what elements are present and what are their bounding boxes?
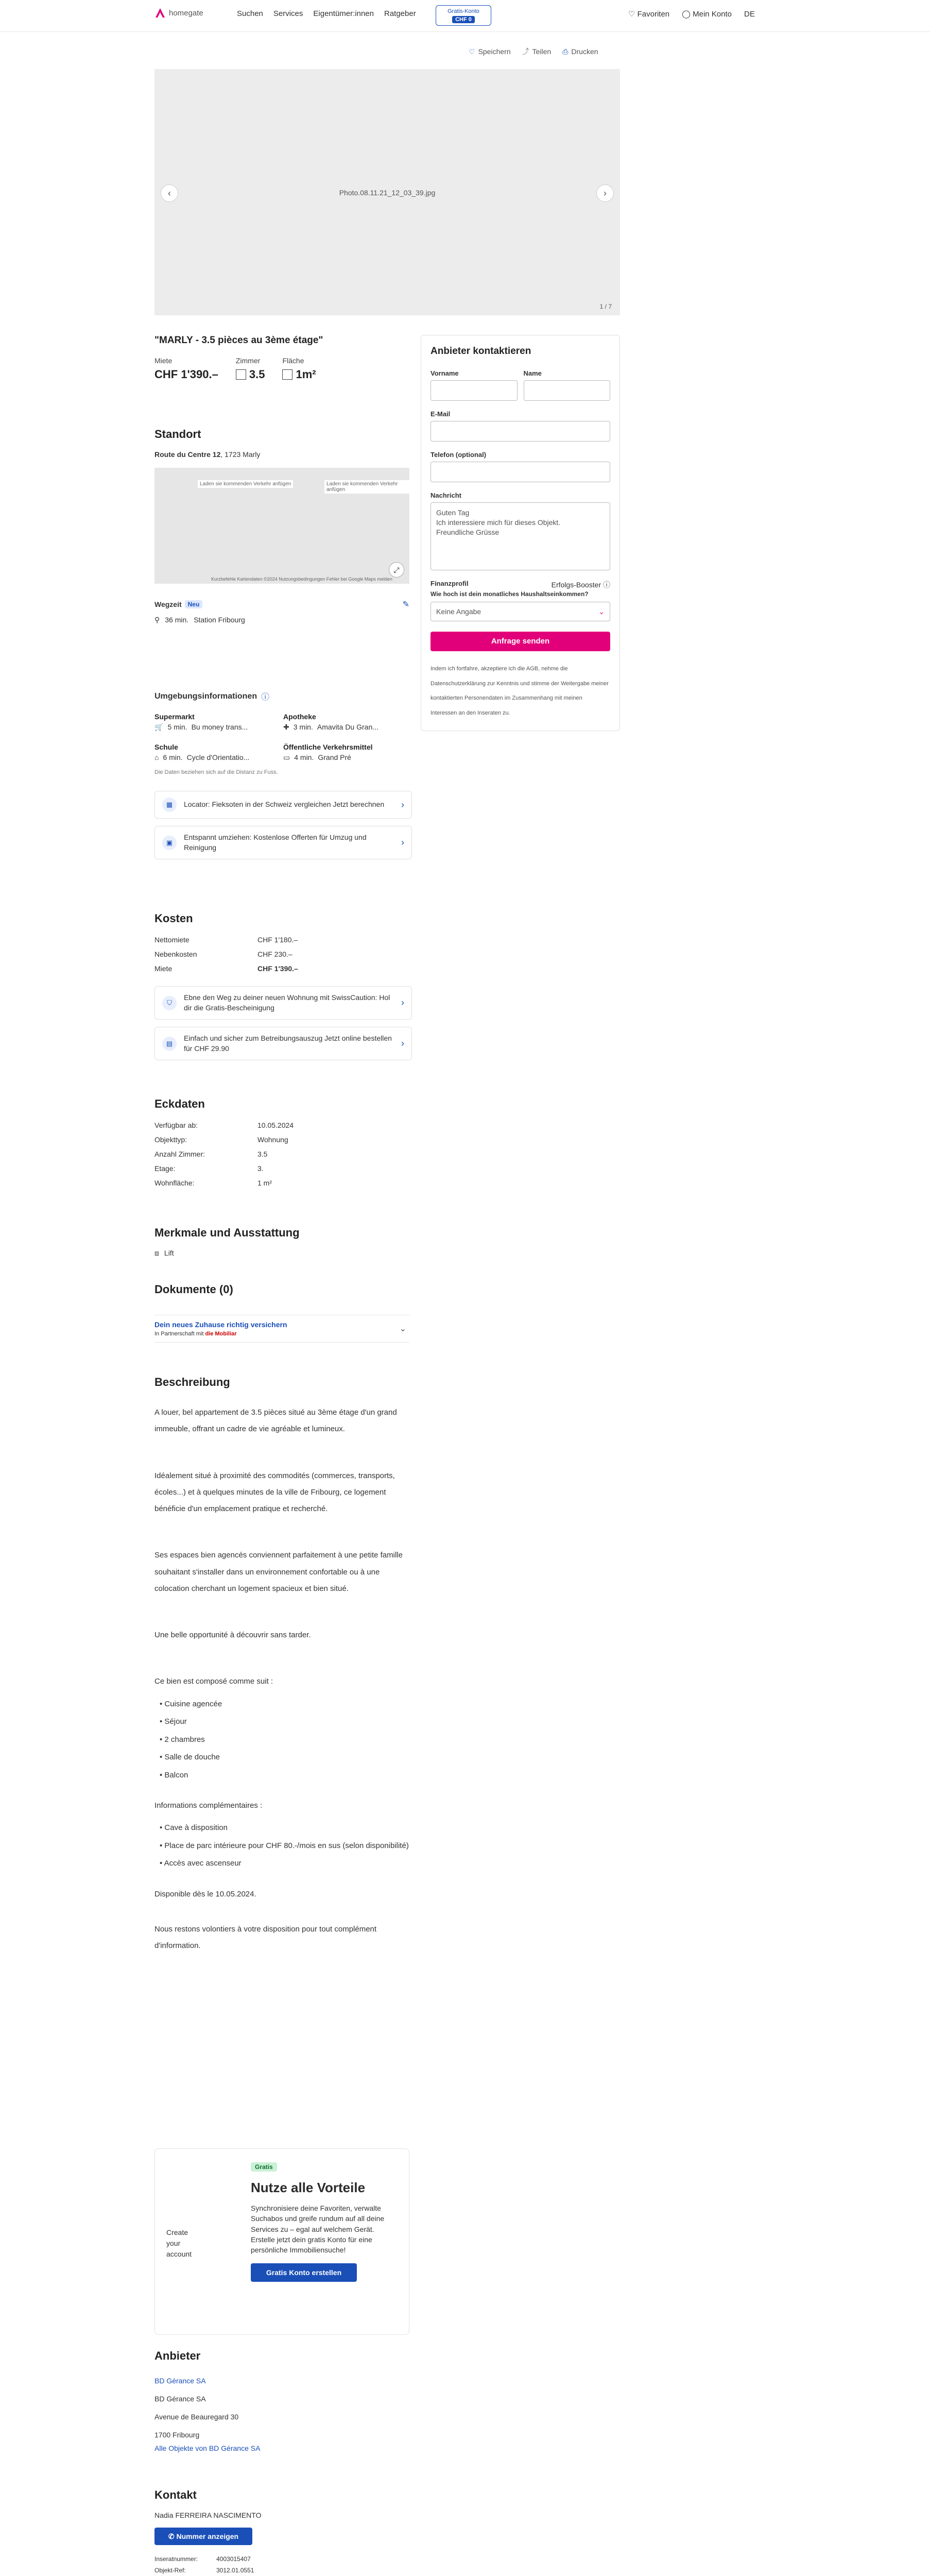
heart-icon: ♡ [469, 47, 475, 56]
poi-distance: 5 min. [167, 723, 187, 731]
promo-title: Gratis-Konto [447, 8, 479, 14]
gallery-next-button[interactable]: › [596, 184, 614, 202]
address-city: , 1723 Marly [220, 450, 261, 459]
provider-street: Avenue de Beauregard 30 [154, 2413, 239, 2421]
description-list [160, 1696, 412, 1785]
costs-table [154, 936, 412, 973]
income-select[interactable] [430, 602, 610, 621]
first-name-label: Vorname [430, 369, 459, 377]
bus-icon: ▭ [283, 753, 290, 761]
provider-section [154, 2349, 412, 2453]
poi-transit [283, 743, 412, 762]
save-button[interactable] [469, 46, 511, 57]
show-number-label: Nummer anzeigen [176, 2532, 239, 2540]
poi-name: Amavita Du Gran... [317, 723, 378, 731]
account-promo-card [154, 2148, 409, 2335]
surroundings-section [154, 690, 412, 859]
debt-extract-card[interactable] [154, 1027, 412, 1060]
objekt-value: 3012.01.0551 [216, 2567, 254, 2574]
moving-card-text: Entspannt umziehen: Kostenlose Offerten für Umzug und Reinigung [184, 833, 367, 852]
location-heading: Standort [154, 428, 201, 440]
listing-title: "MARLY - 3.5 pièces au 3ème étage" [154, 335, 323, 346]
rent-fact [154, 357, 218, 381]
elevator-icon: ⧈ [154, 1249, 159, 1257]
account-label: Mein Konto [693, 10, 732, 19]
poi-title: Supermarkt [154, 713, 195, 721]
poi-distance: 3 min. [293, 723, 313, 731]
address [154, 450, 412, 459]
send-request-button[interactable]: Anfrage senden [430, 632, 610, 651]
moving-card[interactable] [154, 826, 412, 859]
insurance-sub: In Partnerschaft mit [154, 1331, 204, 1337]
favorites-label: Favoriten [637, 10, 670, 19]
booster-link[interactable] [552, 580, 610, 590]
poi-distance: 4 min. [294, 753, 314, 761]
all-objects-link[interactable]: Alle Objekte von BD Gérance SA [154, 2444, 261, 2452]
map-footer: Kurzbefehle Kartendaten ©2024 Nutzungsbedingungen Fehler bei Google Maps melden [211, 577, 392, 582]
free-account-promo[interactable] [436, 5, 491, 26]
income-value: Keine Angabe [436, 607, 481, 616]
save-label: Speichern [478, 47, 511, 56]
main-nav [237, 9, 416, 18]
list-item: • Cave à disposition [160, 1819, 412, 1837]
debt-extract-text: Einfach und sicher zum Betreibungsauszug Jetzt online bestellen für CHF 29.90 [184, 1034, 392, 1053]
email-input[interactable] [430, 421, 610, 442]
details-section [154, 1097, 412, 1187]
site-header [0, 0, 930, 32]
gallery-caption: Photo.08.11.21_12_03_39.jpg [339, 189, 436, 197]
language-select[interactable]: DE [744, 9, 755, 19]
documents-section [154, 1283, 412, 1343]
costs-section [154, 912, 412, 1060]
poi-name: Grand Pré [318, 753, 351, 761]
walk-time-heading: Wegzeit [154, 600, 182, 608]
poi-title: Apotheke [283, 713, 316, 721]
list-item: • 2 chambres [160, 1731, 412, 1749]
description-paragraph: Ses espaces bien agencés conviennent parfaitement à une petite famille souhaitant s'installer dans un environnement confortable ou à une colocation cherchant un logement spacieux et bien situé. [154, 1551, 403, 1593]
shield-icon: ⛉ [162, 996, 177, 1010]
nav-eigentuemer[interactable]: Eigentümer:innen [313, 9, 374, 18]
map-expand-icon[interactable]: ⤢ [389, 562, 404, 578]
map[interactable] [154, 468, 409, 584]
poi-note: Die Daten beziehen sich auf die Distanz zu Fuss. [154, 769, 278, 775]
detail-key: Verfügbar ab: [154, 1121, 198, 1129]
account-promo [154, 2148, 412, 2335]
detail-key: Anzahl Zimmer: [154, 1150, 205, 1158]
detail-key: Etage: [154, 1164, 176, 1173]
swisscaution-text: Ebne den Weg zu deiner neuen Wohnung mit SwissCaution: Hol dir die Gratis-Bescheinigung [184, 993, 390, 1012]
detail-value: 3.5 [257, 1150, 268, 1158]
image-gallery[interactable] [154, 69, 620, 315]
poi-distance: 6 min. [163, 753, 183, 761]
last-name-input[interactable] [524, 380, 611, 401]
poi-title: Schule [154, 743, 178, 751]
favorites-link[interactable]: ♡ Favoriten [628, 10, 670, 19]
promo-free-badge: Gratis [251, 2162, 277, 2172]
info-icon[interactable]: ⓘ [261, 693, 270, 702]
contact-form [421, 335, 620, 731]
area-value: 1m² [296, 368, 316, 381]
message-textarea[interactable]: Guten Tag Ich interessiere mich für dieses Objekt. Freundliche Grüsse [430, 502, 610, 570]
share-button[interactable] [522, 46, 552, 57]
chevron-down-icon: ⌄ [399, 1325, 406, 1333]
info-icon: ⓘ [603, 581, 610, 589]
detail-value: Wohnung [257, 1136, 288, 1144]
rent-value: CHF 1'390.– [154, 368, 218, 381]
nav-suchen[interactable]: Suchen [237, 9, 263, 18]
promo-side-text: Create your account [166, 2228, 192, 2258]
description-section [154, 1376, 412, 1972]
first-name-input[interactable] [430, 380, 518, 401]
booster-label: Erfolgs-Booster [551, 581, 601, 589]
feature-item [154, 1249, 412, 1258]
contact-form-heading: Anbieter kontaktieren [430, 346, 531, 357]
poi-school [154, 743, 283, 762]
insurance-title: Dein neues Zuhause richtig versichern [154, 1320, 287, 1329]
inserat-value: 4003015407 [216, 2555, 251, 2563]
poi-name: Cycle d'Orientatio... [186, 753, 250, 761]
chevron-right-icon: › [401, 837, 404, 848]
chevron-right-icon: › [401, 799, 404, 810]
provider-heading: Anbieter [154, 2349, 201, 2362]
nav-services[interactable]: Services [273, 9, 303, 18]
objekt-label: Objekt-Ref: [154, 2567, 186, 2574]
email-label: E-Mail [430, 410, 451, 418]
detail-value: 10.05.2024 [257, 1121, 294, 1129]
description-paragraph: A louer, bel appartement de 3.5 pièces situé au 3ème étage d'un grand immeuble, offrant un cadre de vie agréable et lumineux. [154, 1408, 397, 1434]
poi-pharmacy [283, 713, 412, 732]
rent-label: Miete [154, 357, 173, 365]
detail-value: 3. [257, 1164, 264, 1173]
key-facts [154, 357, 412, 381]
logo[interactable] [154, 7, 203, 19]
provider-name: BD Gérance SA [154, 2395, 206, 2403]
insurance-banner[interactable] [154, 1315, 409, 1343]
provider-city: 1700 Fribourg [154, 2431, 200, 2439]
gallery-prev-button[interactable]: ‹ [161, 184, 178, 202]
income-label: Wie hoch ist dein monatliches Haushaltseinkommen? [430, 590, 589, 598]
poi-grid [154, 713, 412, 762]
edit-icon[interactable]: ✎ [402, 600, 409, 609]
area-label: Fläche [282, 357, 304, 365]
documents-heading: Dokumente (0) [154, 1283, 233, 1296]
list-item: • Balcon [160, 1767, 412, 1785]
poi-name: Bu money trans... [191, 723, 248, 731]
description-paragraph: Informations complémentaires : [154, 1801, 263, 1810]
inserat-label: Inseratnummer: [154, 2555, 198, 2563]
contact-person-section [154, 2488, 412, 2574]
promo-title: Nutze alle Vorteile [251, 2180, 366, 2195]
cost-key: Nebenkosten [154, 950, 197, 958]
listing-summary [154, 335, 412, 381]
print-label: Drucken [571, 47, 598, 56]
description-paragraph: Nous restons volontiers à votre disposition pour tout complément d'information. [154, 1925, 377, 1951]
chevron-right-icon: › [401, 1038, 404, 1049]
print-icon: ⎙ [562, 47, 569, 56]
listing-actions [469, 46, 598, 57]
feature-label: Lift [164, 1249, 174, 1257]
share-icon: ⤴ [522, 47, 529, 56]
last-name-label: Name [523, 369, 542, 377]
rooms-label: Zimmer [235, 357, 261, 365]
map-traffic-tag-1: Laden sie kommenden Verkehr anfügen [198, 480, 293, 488]
truck-icon: ▣ [162, 836, 177, 850]
cost-value: CHF 1'180.– [257, 936, 298, 944]
header-actions [628, 9, 755, 19]
contact-name: Nadia FERREIRA NASCIMENTO [154, 2511, 262, 2519]
walk-icon: ⚲ [154, 616, 160, 624]
location-section [154, 428, 412, 624]
list-item: • Accès avec ascenseur [160, 1855, 412, 1873]
document-icon: ▤ [162, 1037, 177, 1051]
details-table [154, 1121, 412, 1187]
calculator-icon: ▦ [162, 798, 177, 812]
list-item: • Séjour [160, 1713, 412, 1731]
list-item: • Place de parc intérieure pour CHF 80.-/mois en sus (selon disponibilité) [160, 1837, 412, 1855]
provider-name-link[interactable]: BD Gérance SA [154, 2377, 206, 2385]
detail-key: Wohnfläche: [154, 1179, 195, 1187]
area-fact [282, 357, 316, 381]
contact-heading: Kontakt [154, 2488, 197, 2501]
chevron-down-icon: ⌄ [598, 607, 605, 616]
rooms-fact [236, 357, 265, 381]
list-item: • Cuisine agencée [160, 1696, 412, 1714]
phone-input[interactable] [430, 462, 610, 482]
description-paragraph: Ce bien est composé comme suit : [154, 1677, 273, 1686]
area-icon [282, 369, 292, 380]
gallery-counter: 1 / 7 [599, 303, 612, 310]
finance-heading: Finanzprofil [430, 580, 469, 587]
create-account-button[interactable]: Gratis Konto erstellen [251, 2263, 357, 2282]
cost-value: CHF 230.– [257, 950, 292, 958]
rooms-icon [236, 369, 246, 380]
features-heading: Merkmale und Ausstattung [154, 1226, 300, 1239]
detail-value: 1 m² [257, 1179, 272, 1187]
walk-destination: Station Fribourg [194, 616, 245, 624]
homegate-logo-icon [154, 7, 166, 19]
new-badge: Neu [185, 600, 203, 608]
description-list [160, 1819, 412, 1873]
locator-card[interactable] [154, 791, 412, 819]
detail-key: Objekttyp: [154, 1136, 187, 1144]
nav-ratgeber[interactable]: Ratgeber [384, 9, 416, 18]
walk-time-row [154, 616, 412, 624]
message-label: Nachricht [430, 492, 461, 499]
cost-key: Nettomiete [154, 936, 190, 944]
school-icon: ⌂ [154, 753, 159, 761]
pharmacy-icon: ✚ [283, 723, 289, 731]
address-street: Route du Centre 12 [154, 450, 221, 459]
mobiliar-logo: die Mobiliar [205, 1331, 237, 1337]
promo-badge: CHF 0 [452, 16, 475, 23]
walk-time: 36 min. [165, 616, 189, 624]
phone-label: Telefon (optional) [430, 451, 487, 459]
logo-text: homegate [169, 8, 203, 18]
phone-icon: ✆ [168, 2532, 175, 2540]
description-heading: Beschreibung [154, 1376, 230, 1388]
print-button[interactable] [562, 46, 598, 57]
locator-card-text: Locator: Fieksoten in der Schweiz vergleichen Jetzt berechnen [184, 800, 385, 809]
list-item: • Salle de douche [160, 1749, 412, 1767]
rooms-value: 3.5 [249, 368, 265, 381]
description-paragraph: Disponible dès le 10.05.2024. [154, 1889, 256, 1899]
chevron-right-icon: › [401, 997, 404, 1008]
surroundings-heading: Umgebungsinformationen [154, 691, 257, 701]
cost-key: Miete [154, 964, 173, 973]
cart-icon: 🛒 [154, 723, 164, 731]
poi-title: Öffentliche Verkehrsmittel [283, 743, 373, 751]
poi-supermarket [154, 713, 283, 732]
details-heading: Eckdaten [154, 1097, 205, 1110]
cost-total: CHF 1'390.– [257, 964, 298, 973]
description-paragraph: Une belle opportunité à découvrir sans tarder. [154, 1631, 311, 1639]
swisscaution-card[interactable] [154, 986, 412, 1020]
promo-text: Synchronisiere deine Favoriten, verwalte Suchabos und greife rundum auf all deine Services zu – egal auf welchem Gerät. Erstelle jetzt dein gratis Konto für eine persönliche Immobiliensuche! [251, 2204, 385, 2255]
costs-heading: Kosten [154, 912, 193, 925]
privacy-disclaimer: Indem ich fortfahre, akzeptiere ich die AGB, nehme die Datenschutzerklärung zur Kenntnis und stimme der Weitergabe meiner kontaktierten Personendaten im Zusammenhang mit meinen Interessen an den Inseraten zu. [430, 666, 609, 716]
walk-time-header [154, 599, 409, 609]
share-label: Teilen [532, 47, 552, 56]
features-section [154, 1226, 412, 1258]
show-number-button[interactable] [154, 2528, 252, 2545]
account-link[interactable]: ◯ Mein Konto [682, 10, 732, 19]
description-paragraph: Idéalement situé à proximité des commodités (commerces, transports, écoles...) et à quelques minutes de la ville de Fribourg, ce logement bénéficie d'un emplacement pratique et recherché. [154, 1471, 395, 1513]
map-traffic-tag-2: Laden sie kommenden Verkehr anfügen [324, 480, 409, 494]
